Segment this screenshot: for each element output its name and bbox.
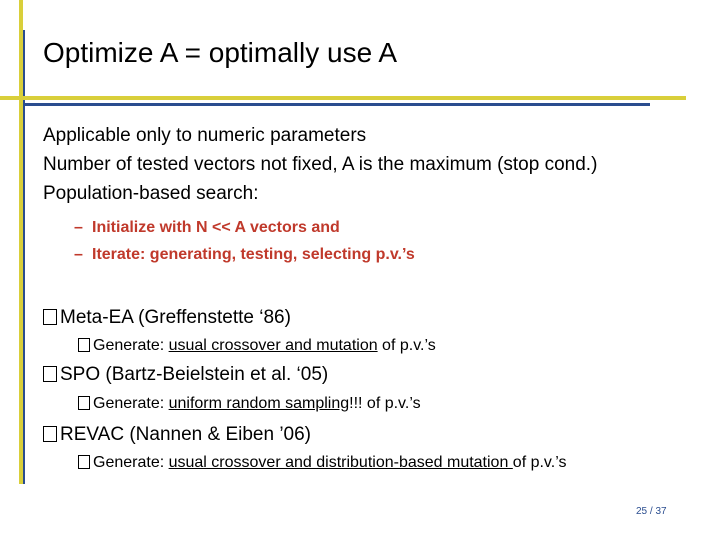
sub-bullet-text: Initialize with N << A vectors and [92,219,340,236]
detail-prefix: Generate: [93,454,169,471]
sub-bullet-item [74,214,415,241]
method-detail-spo [78,393,421,415]
checkbox-glyph-icon [43,426,57,442]
detail-underlined: usual crossover and mutation [168,337,378,354]
checkbox-glyph-icon [43,309,57,325]
slide-title: Optimize A = optimally use A [43,37,398,68]
checkbox-glyph-icon [43,366,57,382]
detail-suffix: of p.v.’s [512,454,567,471]
method-name: Meta-EA (Greffenstette ‘86) [60,307,291,328]
decorative-horizontal-bar-blue [23,103,650,106]
detail-underlined: usual crossover and distribution-based mutation [168,454,513,471]
detail-underlined: uniform random sampling [168,395,350,412]
main-bullet-list [43,121,597,208]
detail-suffix: of p.v.’s [377,337,436,354]
checkbox-glyph-icon [78,338,90,352]
sub-bullet-item [74,241,415,268]
method-detail-meta-ea [78,335,436,357]
method-item-meta-ea [43,305,291,331]
method-item-spo [43,362,328,388]
sub-bullet-list [74,214,415,268]
method-name: SPO (Bartz-Beielstein et al. ‘05) [60,364,329,385]
dash-marker: – [74,219,83,236]
method-item-revac [43,422,311,448]
detail-prefix: Generate: [93,337,169,354]
bullet-item: Population-based search: [43,183,259,204]
page-number: 25 / 37 [636,506,667,517]
checkbox-glyph-icon [78,455,90,469]
detail-prefix: Generate: [93,395,169,412]
checkbox-glyph-icon [78,396,90,410]
sub-bullet-text: Iterate: generating, testing, selecting p.v.’s [92,246,415,263]
method-name: REVAC (Nannen & Eiben ’06) [60,424,311,445]
method-detail-revac [78,452,566,474]
detail-suffix: !!! of p.v.’s [349,395,421,412]
bullet-item: Number of tested vectors not fixed, A is the maximum (stop cond.) [43,154,598,175]
bullet-item: Applicable only to numeric parameters [43,125,367,146]
dash-marker: – [74,246,83,263]
decorative-horizontal-bar-yellow [0,96,686,100]
